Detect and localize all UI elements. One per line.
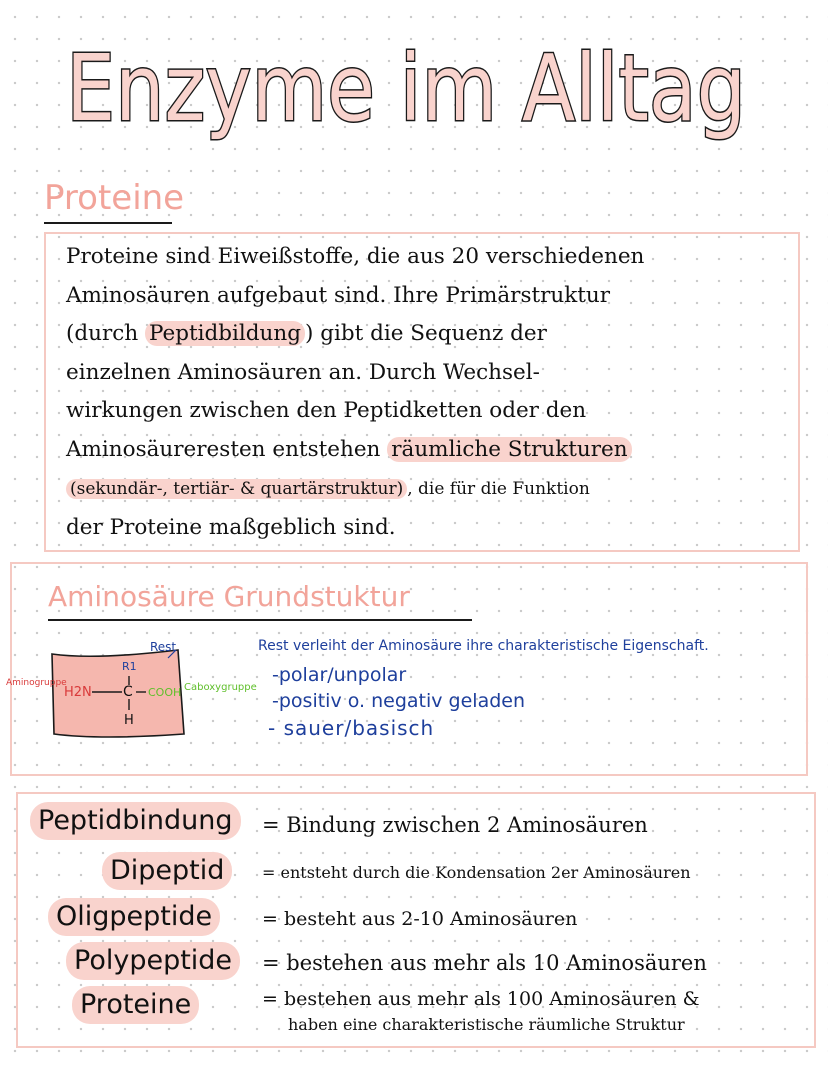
term-oligpeptide: Oligpeptide [48, 898, 220, 936]
definition-proteine: = bestehen aus mehr als 100 Aminosäuren & [262, 988, 700, 1010]
carboxy-group-label: Caboxygruppe [184, 682, 257, 693]
text-line [66, 354, 796, 393]
text-line [66, 238, 796, 277]
text-segment: (durch [66, 321, 145, 346]
definition-polypeptide: = bestehen aus mehr als 10 Aminosäuren [262, 951, 707, 975]
text-segment: wirkungen zwischen den Peptidketten oder den [66, 398, 587, 423]
r-group-label: R1 [122, 660, 137, 673]
highlight-strukturarten: (sekundär-, tertiär- & quartärstruktur) [66, 479, 407, 499]
hydrogen-label: H [124, 713, 134, 728]
property-item: -polar/unpolar [272, 664, 407, 686]
text-segment: einzelnen Aminosäuren an. Durch Wechsel- [66, 359, 540, 385]
text-line [66, 431, 796, 470]
proteine-paragraph [66, 238, 796, 547]
heading-underline [44, 222, 172, 224]
highlight-peptidbildung: Peptidbildung [145, 321, 305, 346]
definition-oligpeptide: = besteht aus 2-10 Aminosäuren [262, 908, 578, 930]
definition-peptidbindung: = Bindung zwischen 2 Aminosäuren [262, 813, 648, 837]
text-segment: Aminosäureresten entstehen [66, 436, 388, 462]
section-heading-proteine: Proteine [44, 178, 185, 218]
text-line [66, 277, 796, 316]
term-peptidbindung: Peptidbindung [30, 802, 241, 840]
title-area [0, 0, 828, 190]
text-segment: ) gibt die Sequenz der [305, 321, 547, 346]
definition-proteine-line2: haben eine charakteristische räumliche Struktur [288, 1015, 685, 1034]
carbon-label: C [123, 684, 133, 700]
text-line [66, 392, 796, 431]
text-segment: der Proteine maßgeblich sind. [66, 514, 396, 540]
nh2-label: H2N [64, 685, 92, 700]
text-segment: , die für die Funktion [407, 479, 590, 499]
text-segment: Aminosäuren aufgebaut sind. Ihre Primärstruktur [66, 282, 611, 308]
amino-group-label: Aminogruppe [6, 678, 67, 688]
text-segment: Proteine sind Eiweißstoffe, die aus 20 verschiedenen [66, 244, 645, 269]
rest-label: Rest [150, 640, 177, 654]
text-line [66, 509, 796, 548]
amino-acid-structure [0, 630, 260, 770]
text-line [66, 469, 796, 509]
rest-description: Rest verleiht der Aminosäure ihre charakteristische Eigenschaft. [258, 638, 709, 654]
highlight-raeumliche-strukturen: räumliche Strukturen [387, 437, 631, 462]
text-line [66, 315, 796, 354]
term-proteine: Proteine [72, 986, 199, 1024]
term-polypeptide: Polypeptide [66, 942, 240, 980]
cooh-label: COOH [148, 686, 182, 699]
property-item: - sauer/basisch [268, 716, 435, 740]
heading-underline [48, 619, 472, 621]
term-dipeptid: Dipeptid [102, 852, 232, 890]
section-heading-aminosaeure: Aminosäure Grundstuktur [48, 580, 410, 613]
property-item: -positiv o. negativ geladen [272, 690, 526, 712]
definition-dipeptid: = entsteht durch die Kondensation 2er Aminosäuren [262, 863, 691, 882]
page-title: Enzyme im Alltag [66, 35, 746, 142]
